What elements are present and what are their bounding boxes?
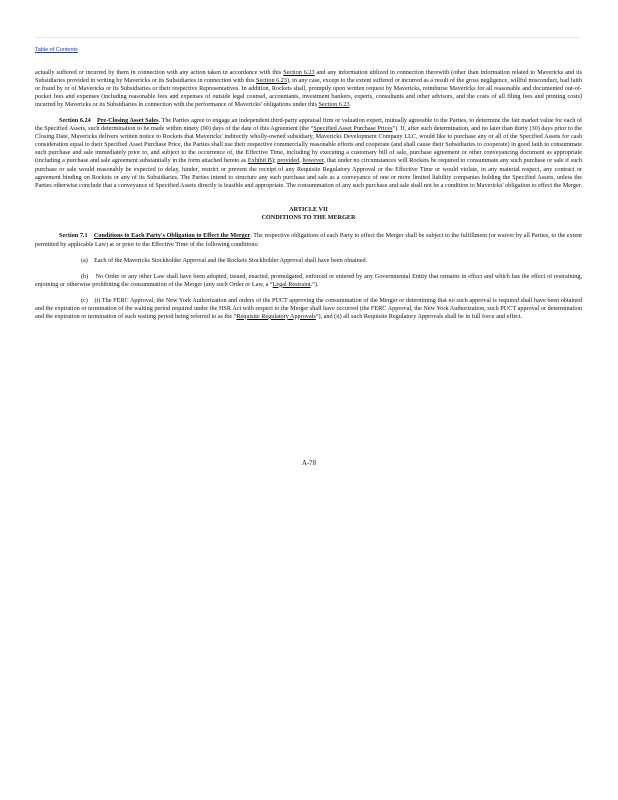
list-marker: (a) [81,256,88,264]
section-label: Section 6.24 [59,117,91,125]
list-marker: (b) [81,272,89,280]
section-title: Pre-Closing Asset Sales [97,117,159,125]
page-number: A-78 [302,460,316,467]
defined-term: Legal Restraint [272,280,311,288]
article-title: CONDITIONS TO THE MERGER [261,214,356,222]
section-title: Conditions to Each Party's Obligation to Effect the Merger [93,232,251,240]
paragraph-section-6-24: Section 6.24 Pre-Closing Asset Sales. The Parties agree to engage an independent third-party appraisal firm or valuation expert, mutually agreeable to the Parties, to determine the fair market value for each of the Specified Assets, such determination to be made within ninety (90) days of the date of this Agreement (the “Specified Asset Purchase Prices”). If, after such determination, and no later than thirty (30) days prior to the Closing Date, Mavericks delivers written notice to Rockets that Mavericks' indirectly wholly-owned subsidiary, Mavericks Development Company LLC, would like to purchase any or all of the Specified Assets for cash consideration equal to their Specified Asset Purchase Price, the Parties shall use their respective commercially reasonable efforts and cooperate (and shall cause their Subsidiaries to cooperate) in good faith to consummate such purchase and sale immediately prior to, and subject to the occurrence of, the Effective Time, including by executing a customary bill of sale, purchase agreement or other conveyancing document as appropriate (including a purchase and sale agreement substantially in the form attached hereto as Exhibit B); provided, however, that under no circumstances will Rockets be required to consummate any such purchase or sale if such purchase or sale would reasonably be expected to delay, hinder, restrict or prevent the receipt of any Requisite Regulatory Approval or the Effective Time or would violate, in any material respect, any contract or agreement binding on Rockets or any of its Subsidiaries. The Parties intend to structure any such purchase and sale as a conveyance of one or more limited liability companies holding the Specified Assets, unless the Parties otherwise conclude that a conveyance of Specified Assets directly is feasible and appropriate. The consummation of any such purchase and sale shall not be a condition to Mavericks' obligation to effect the Merger. [35,117,583,189]
defined-term: Specified Asset Purchase Prices [313,125,393,133]
section-label: Section 7.1 [59,232,88,240]
proviso-term: provided [277,157,300,165]
condition-c: (c) (i) The FERC Approval, the New York Authorization and orders of the PUCT approving the consummation of the Merger or determining that no such approval is required shall have been obtained and the expiration or termination of the waiting period required under the HSR Act with respect to the Merger shall have occurred (the FERC Approval, the New York Authorization, such PUCT approval or determination and the expiration or termination of such waiting period being referred to as the “Requisite Regulatory Approvals”), and (ii) all such Requisite Regulatory Approvals shall be in full force and effect. [35,296,582,320]
document-body [35,69,582,329]
paragraph-section-7-1: Section 7.1 Conditions to Each Party's Obligation to Effect the Merger. The respective obligations of each Party to effect the Merger shall be subject to the fulfillment (or waiver by all Parties, to the extent permitted by applicable Law) at or prior to the Effective Time of the following conditions: [35,232,583,248]
list-marker: (c) [81,296,88,304]
defined-term: Requisite Regulatory Approvals [236,312,316,320]
paragraph-section-6-23-continuation: actually suffered or incurred by them in connection with any action taken in accordance with this Section 6.23 and any information utilized in connection therewith (other than information related to Mavericks and its Subsidiaries provided in writing by Mavericks or its Subsidiaries in connection with this Section 6.23), in any case, except to the extent suffered or incurred as a result of the gross negligence, willful misconduct, bad faith or fraud by or of Mavericks or its Subsidiaries or their respective Representatives. In addition, Rockets shall, promptly upon written request by Mavericks, reimburse Mavericks for all reasonable and documented out-of-pocket fees and expenses (including reasonable fees and expenses of outside legal counsel, accountants, investment bankers, experts, consultants and other advisors, and the costs of all filing fees and printing costs) incurred by Mavericks or its Subsidiaries in connection with the performance of Mavericks' obligations under this Section 6.23. [35,69,583,109]
header-divider [35,37,580,38]
section-6-23-reference: Section 6.23 [256,77,287,85]
article-heading [35,206,582,223]
section-6-23-reference: Section 6.23 [318,101,350,109]
condition-b: (b) No Order or any other Law shall have been adopted, issued, enacted, promulgated, enforced or entered by any Governmental Entity that remains in effect and which has the effect of restraining, enjoining or otherwise prohibiting the consummation of the Merger (any such Order or Law, a “Legal Restraint.”). [35,272,582,288]
condition-a: (a) Each of the Mavericks Stockholder Approval and the Rockets Stockholder Approval shall have been obtained. [81,256,368,264]
section-6-23-reference: Section 6.23 [283,69,315,76]
exhibit-reference: Exhibit B [247,157,272,165]
article-number: ARTICLE VII [289,205,328,213]
proviso-term: however [302,157,324,165]
table-of-contents-link[interactable]: Table of Contents [35,47,78,53]
